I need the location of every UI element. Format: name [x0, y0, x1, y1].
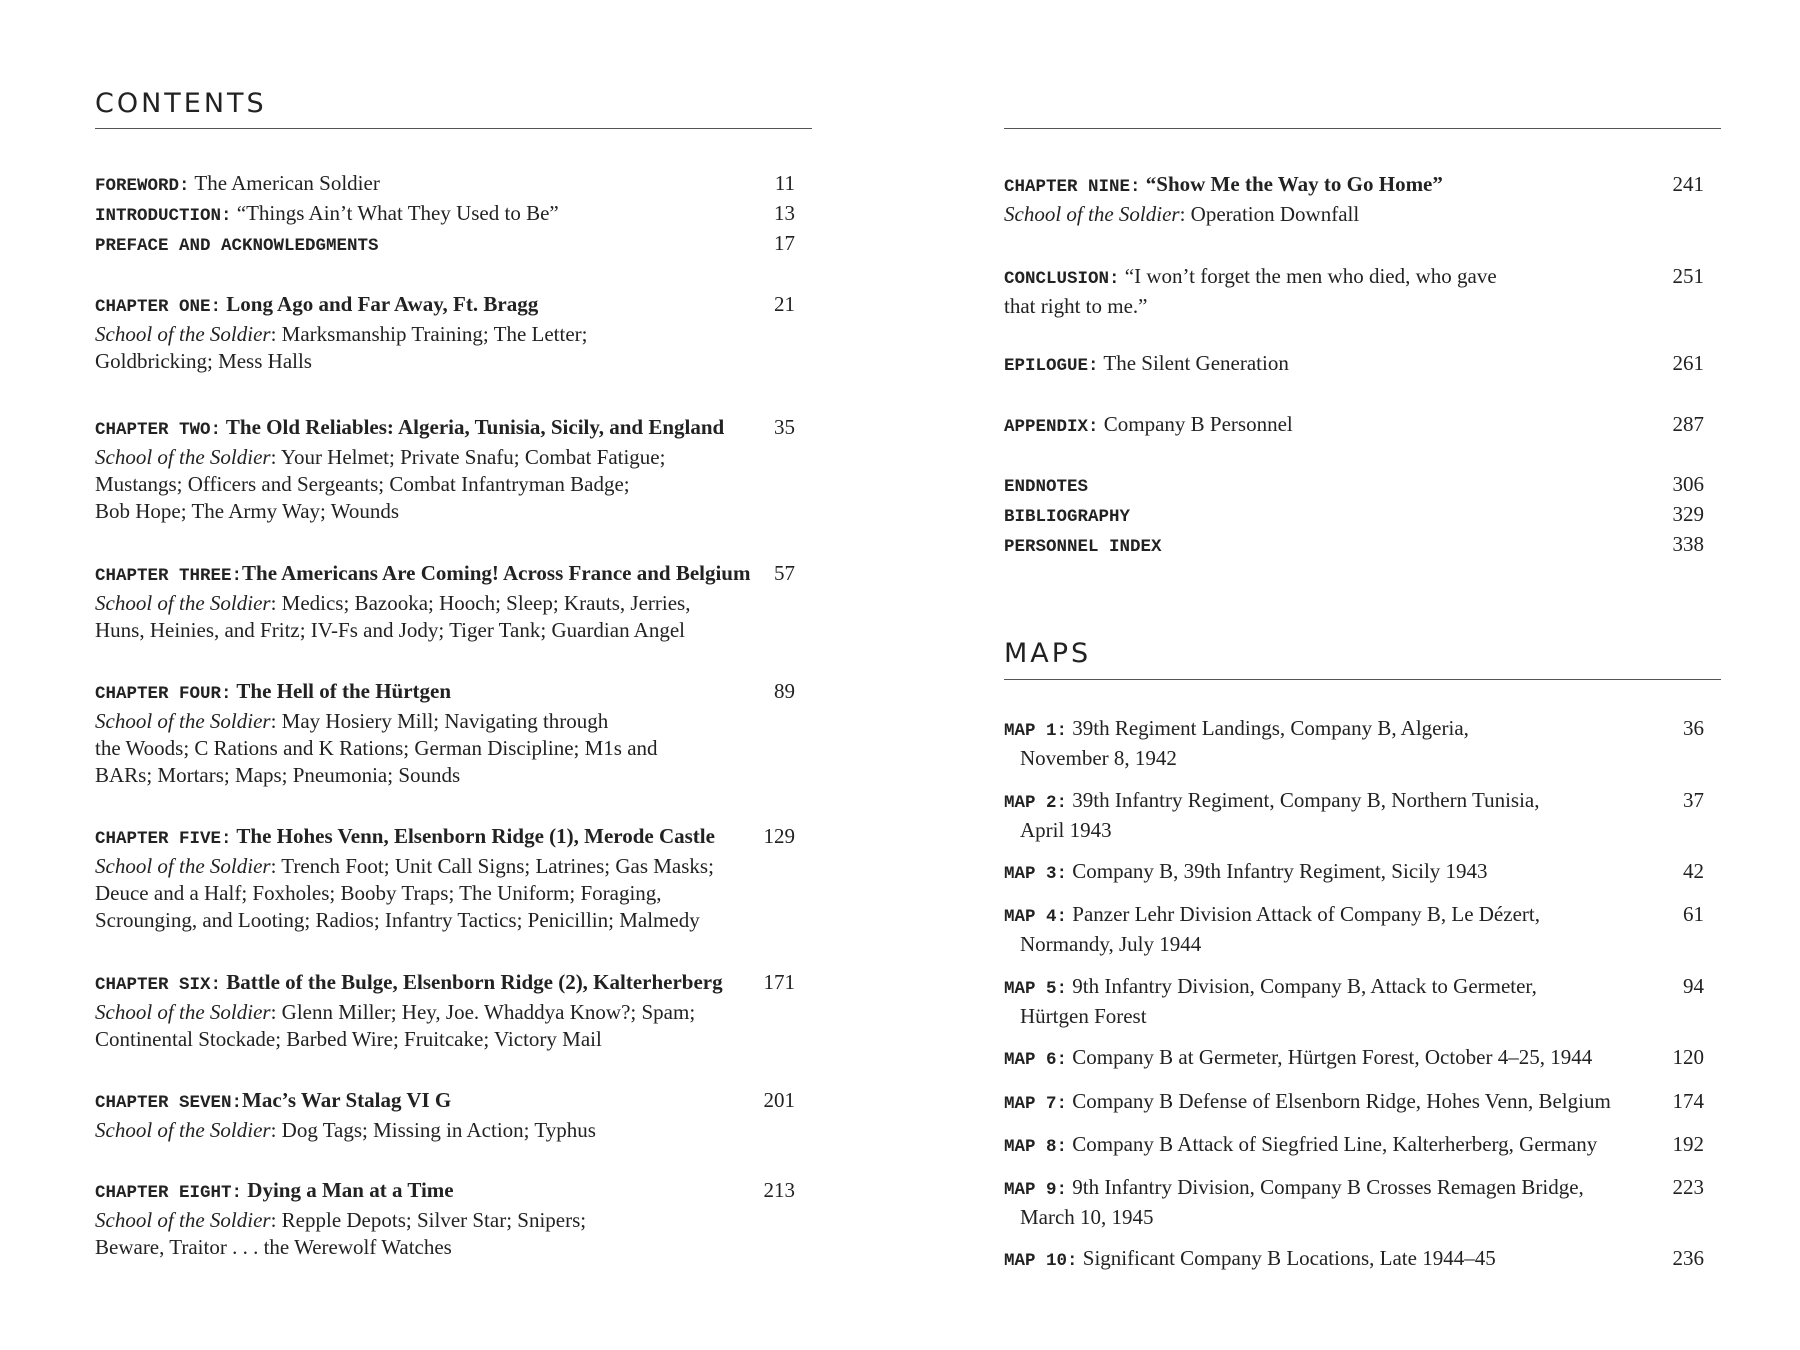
page-number: 89 — [774, 679, 795, 703]
map-entry-9: MAP 9: 9th Infantry Division, Company B Crosses Remagen Bridge, 223 March 10, 1945 — [1004, 1175, 1704, 1229]
page-number: 61 — [1683, 902, 1704, 926]
page-number: 236 — [1672, 1246, 1704, 1270]
map-entry-2: MAP 2: 39th Infantry Regiment, Company B, Northern Tunisia, 37 April 1943 — [1004, 788, 1704, 842]
page-number: 129 — [763, 824, 795, 848]
page-number: 338 — [1672, 532, 1704, 556]
toc-entry-endnotes: ENDNOTES 306 — [1004, 472, 1704, 497]
map-entry-10: MAP 10: Significant Company B Locations, Late 1944–45 236 — [1004, 1246, 1704, 1271]
page-number: 42 — [1683, 859, 1704, 883]
map-entry-6: MAP 6: Company B at Germeter, Hürtgen Forest, October 4–25, 1944 120 — [1004, 1045, 1704, 1070]
toc-entry-epilogue: EPILOGUE: The Silent Generation 261 — [1004, 351, 1704, 376]
contents-continued-rule — [1004, 128, 1721, 129]
page-number: 17 — [774, 231, 795, 255]
page-number: 192 — [1672, 1132, 1704, 1156]
toc-entry-bibliography: BIBLIOGRAPHY 329 — [1004, 502, 1704, 527]
page-number: 241 — [1672, 172, 1704, 196]
page-number: 36 — [1683, 716, 1704, 740]
toc-entry-chapter-four: CHAPTER FOUR: The Hell of the Hürtgen 89 School of the Soldier: May Hosiery Mill; Navigating through the Woods; C Rations and K Rations; German Discipline; M1s and BARs; Mortars; Maps; Pneumonia; Sounds — [95, 679, 795, 787]
maps-heading: MAPS — [1004, 638, 1092, 669]
toc-entry-chapter-six: CHAPTER SIX: Battle of the Bulge, Elsenborn Ridge (2), Kalterherberg 171 School of the Soldier: Glenn Miller; Hey, Joe. Whaddya Know?; Spam; Continental Stockade; Barbed Wire; Fruitcake; Victory Mail — [95, 970, 795, 1051]
toc-entry-chapter-two: CHAPTER TWO: The Old Reliables: Algeria, Tunisia, Sicily, and England 35 School of the Soldier: Your Helmet; Private Snafu; Combat Fatigue; Mustangs; Officers and Sergeants; Combat Infantryman Badge; Bob Hope; The Army Way; Wounds — [95, 415, 795, 523]
map-entry-5: MAP 5: 9th Infantry Division, Company B, Attack to Germeter, 94 Hürtgen Forest — [1004, 974, 1704, 1028]
page-number: 174 — [1672, 1089, 1704, 1113]
toc-entry-appendix: APPENDIX: Company B Personnel 287 — [1004, 412, 1704, 437]
contents-rule — [95, 128, 812, 129]
page-number: 223 — [1672, 1175, 1704, 1199]
toc-entry-introduction: INTRODUCTION: “Things Ain’t What They Used to Be” 13 — [95, 201, 795, 226]
toc-entry-foreword: FOREWORD: The American Soldier 11 — [95, 171, 795, 196]
page-number: 251 — [1672, 264, 1704, 288]
toc-entry-chapter-one: CHAPTER ONE: Long Ago and Far Away, Ft. Bragg 21 School of the Soldier: Marksmanship Training; The Letter; Goldbricking; Mess Halls — [95, 292, 795, 373]
page-number: 35 — [774, 415, 795, 439]
contents-heading: CONTENTS — [95, 88, 267, 119]
page-number: 120 — [1672, 1045, 1704, 1069]
page-number: 57 — [774, 561, 795, 585]
page-number: 287 — [1672, 412, 1704, 436]
maps-rule — [1004, 679, 1721, 680]
map-entry-7: MAP 7: Company B Defense of Elsenborn Ridge, Hohes Venn, Belgium 174 — [1004, 1089, 1704, 1114]
page-number: 11 — [774, 171, 795, 195]
map-entry-4: MAP 4: Panzer Lehr Division Attack of Company B, Le Dézert, 61 Normandy, July 1944 — [1004, 902, 1704, 956]
page-number: 13 — [774, 201, 795, 225]
map-entry-1: MAP 1: 39th Regiment Landings, Company B, Algeria, 36 November 8, 1942 — [1004, 716, 1704, 770]
page-number: 37 — [1683, 788, 1704, 812]
toc-entry-preface: PREFACE AND ACKNOWLEDGMENTS 17 — [95, 231, 795, 256]
page-number: 213 — [763, 1178, 795, 1202]
page-number: 261 — [1672, 351, 1704, 375]
toc-entry-chapter-five: CHAPTER FIVE: The Hohes Venn, Elsenborn Ridge (1), Merode Castle 129 School of the Soldier: Trench Foot; Unit Call Signs; Latrines; Gas Masks; Deuce and a Half; Foxholes; Booby Traps; The Uniform; Foraging, Scrounging, and Looting; Radios; Infantry Tactics; Penicillin; Malmedy — [95, 824, 795, 932]
toc-entry-chapter-eight: CHAPTER EIGHT: Dying a Man at a Time 213 School of the Soldier: Repple Depots; Silver Star; Snipers; Beware, Traitor . . . the Werewolf Watches — [95, 1178, 795, 1259]
toc-entry-chapter-nine: CHAPTER NINE: “Show Me the Way to Go Home” 241 School of the Soldier: Operation Downfall — [1004, 172, 1704, 226]
map-entry-3: MAP 3: Company B, 39th Infantry Regiment, Sicily 1943 42 — [1004, 859, 1704, 884]
map-entry-8: MAP 8: Company B Attack of Siegfried Line, Kalterherberg, Germany 192 — [1004, 1132, 1704, 1157]
page-number: 329 — [1672, 502, 1704, 526]
page-number: 94 — [1683, 974, 1704, 998]
toc-entry-chapter-three: CHAPTER THREE:The Americans Are Coming! Across France and Belgium 57 School of the Soldier: Medics; Bazooka; Hooch; Sleep; Krauts, Jerries, Huns, Heinies, and Fritz; IV-Fs and Jody; Tiger Tank; Guardian Angel — [95, 561, 795, 642]
page-number: 201 — [763, 1088, 795, 1112]
toc-entry-conclusion: CONCLUSION: “I won’t forget the men who died, who gave 251 that right to me.” — [1004, 264, 1704, 318]
toc-entry-chapter-seven: CHAPTER SEVEN:Mac’s War Stalag VI G 201 School of the Soldier: Dog Tags; Missing in Action; Typhus — [95, 1088, 795, 1142]
toc-entry-personnel-index: PERSONNEL INDEX 338 — [1004, 532, 1704, 557]
page-number: 306 — [1672, 472, 1704, 496]
page-number: 21 — [774, 292, 795, 316]
page-number: 171 — [763, 970, 795, 994]
